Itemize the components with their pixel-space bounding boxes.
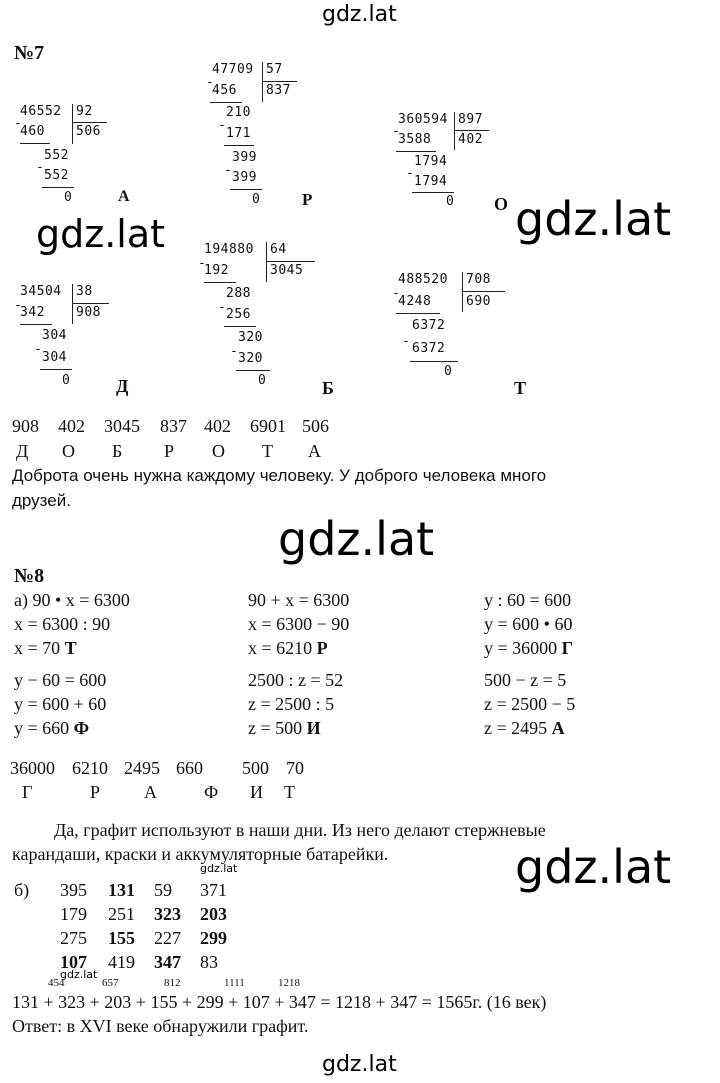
watermark-left-mid: gdz.lat (36, 212, 166, 256)
quotient: 690 (466, 294, 491, 309)
equation-line: y = 660 Ф (14, 718, 90, 738)
partial-sum: 657 (102, 977, 119, 989)
equation-line: x = 6300 : 90 (14, 614, 111, 634)
step: 320 (238, 330, 263, 345)
answer-number: 6901 (250, 416, 286, 436)
answer-letter: Т (284, 782, 295, 802)
task8-paragraph-line2: карандаши, краски и аккумуляторные батарейки. (12, 844, 389, 864)
letter: Б (322, 378, 334, 398)
step: 304 (42, 350, 67, 365)
divisor: 708 (466, 272, 491, 287)
answer-letter: Р (90, 782, 101, 802)
watermark-bottom: gdz.lat (322, 1052, 397, 1077)
step: 399 (232, 150, 257, 165)
answer-number: 837 (160, 416, 187, 436)
watermark-top: gdz.lat (322, 2, 397, 27)
step: 456 (212, 83, 237, 98)
equation-line: z = 2500 : 5 (248, 694, 335, 714)
task7-text-line1: Доброта очень нужна каждому человеку. У доброго человека много (12, 466, 547, 485)
grid-cell: 155 (108, 928, 135, 948)
watermark-right-mid: gdz.lat (515, 192, 672, 246)
step: 256 (226, 307, 251, 322)
equation-line: y : 60 = 600 (484, 590, 572, 610)
step: 1794 (414, 154, 448, 169)
grid-cell: 299 (200, 928, 227, 948)
equation-line: x = 70 Т (14, 638, 77, 658)
equation-line: y − 60 = 600 (14, 670, 107, 690)
step: 6372 (412, 341, 446, 356)
dividend: 46552 (20, 104, 62, 119)
answer-number: 2495 (124, 758, 160, 778)
grid-cell: 203 (200, 904, 227, 924)
answer-letter: О (62, 441, 75, 461)
step: 0 (62, 373, 71, 388)
equation-line: 500 − z = 5 (484, 670, 567, 690)
watermark-small-2: gdz.lat (60, 968, 98, 981)
step: 0 (258, 373, 267, 388)
step: 171 (226, 126, 251, 141)
sum-line: 131 + 323 + 203 + 155 + 299 + 107 + 347 = 1218 + 347 = 1565г. (16 век) (12, 992, 547, 1012)
task8-title: №8 (14, 565, 45, 587)
equation-line: z = 500 И (248, 718, 321, 738)
partial-sum: 454 (48, 977, 65, 989)
step: 0 (64, 190, 73, 205)
grid-cell: 323 (154, 904, 181, 924)
equation-line: y = 600 • 60 (484, 614, 573, 634)
step: 4248 (398, 294, 432, 309)
divisor: 92 (76, 104, 93, 119)
final-answer: Ответ: в XVI веке обнаружили графит. (12, 1016, 309, 1036)
grid-cell: 227 (154, 928, 181, 948)
answer-number: 402 (58, 416, 85, 436)
task8-paragraph-line1: Да, графит используют в наши дни. Из него делают стержневые (54, 820, 546, 840)
answer-letter: И (250, 782, 263, 802)
answer-number: 506 (302, 416, 329, 436)
answer-letter: А (144, 782, 157, 802)
divisor: 64 (270, 242, 287, 257)
divisor: 38 (76, 284, 93, 299)
grid-cell: 251 (108, 904, 135, 924)
equation-line: z = 2495 А (484, 718, 565, 738)
step: 210 (226, 105, 251, 120)
answer-number: 3045 (104, 416, 140, 436)
step: 0 (444, 364, 453, 379)
grid-cell: 371 (200, 880, 227, 900)
dividend: 47709 (212, 62, 254, 77)
answer-number: 402 (204, 416, 231, 436)
partial-sum: 1218 (278, 977, 300, 989)
step: 1794 (414, 174, 448, 189)
step: 552 (44, 168, 69, 183)
divisor: 897 (458, 112, 483, 127)
grid-cell: 395 (60, 880, 87, 900)
step: 552 (44, 148, 69, 163)
answer-letter: Т (262, 441, 273, 461)
step: 6372 (412, 318, 446, 333)
grid-cell: 275 (60, 928, 87, 948)
divisor: 57 (266, 62, 283, 77)
step: 0 (446, 194, 455, 209)
quotient: 908 (76, 305, 101, 320)
grid-cell: 131 (108, 880, 135, 900)
equation-line: x = 6300 − 90 (248, 614, 350, 634)
answer-number: 500 (242, 758, 269, 778)
watermark-right-lower: gdz.lat (515, 840, 672, 894)
grid-cell: 179 (60, 904, 87, 924)
equation-line: 90 + x = 6300 (248, 590, 350, 610)
watermark-small-1: gdz.lat (200, 862, 238, 875)
answer-number: 70 (286, 758, 304, 778)
answer-letter: Ф (204, 782, 219, 802)
equation-line: y = 600 + 60 (14, 694, 107, 714)
letter: О (494, 194, 509, 214)
grid-cell: 419 (108, 952, 135, 972)
answer-number: 6210 (72, 758, 108, 778)
step: 192 (204, 263, 229, 278)
letter: Д (116, 376, 129, 396)
task7-text-line2: друзей. (12, 491, 71, 510)
answer-number: 908 (12, 416, 39, 436)
letter: Т (514, 378, 527, 398)
answer-letter: Д (16, 441, 29, 461)
step: 342 (20, 305, 45, 320)
part-b-label: б) (14, 880, 30, 900)
quotient: 402 (458, 132, 483, 147)
quotient: 837 (266, 83, 291, 98)
dividend: 34504 (20, 284, 62, 299)
partial-sum: 1111 (224, 977, 245, 989)
dividend: 194880 (204, 242, 254, 257)
task7-title: №7 (14, 42, 45, 64)
answer-number: 36000 (10, 758, 55, 778)
step: 3588 (398, 132, 432, 147)
grid-cell: 107 (60, 952, 87, 972)
equation-line: y = 36000 Г (484, 638, 574, 658)
answer-letter: О (212, 441, 225, 461)
letter: Р (302, 190, 313, 209)
step: 320 (238, 351, 263, 366)
step: 304 (42, 328, 67, 343)
partial-sum: 812 (164, 977, 181, 989)
step: 0 (252, 192, 261, 207)
step: 288 (226, 286, 251, 301)
grid-cell: 59 (154, 880, 172, 900)
equation-line: 2500 : z = 52 (248, 670, 344, 690)
step: 460 (20, 124, 45, 139)
dividend: 360594 (398, 112, 448, 127)
quotient: 506 (76, 124, 101, 139)
dividend: 488520 (398, 272, 448, 287)
grid-cell: 83 (200, 952, 218, 972)
letter: А (118, 188, 130, 205)
answer-letter: Р (164, 441, 175, 461)
answer-letter: А (308, 441, 321, 461)
answer-letter: Г (22, 782, 33, 802)
watermark-center: gdz.lat (278, 512, 435, 566)
quotient: 3045 (270, 263, 304, 278)
answer-number: 660 (176, 758, 203, 778)
answer-letter: Б (112, 441, 123, 461)
equation-line: z = 2500 − 5 (484, 694, 576, 714)
equation-line: x = 6210 Р (248, 638, 328, 658)
grid-cell: 347 (154, 952, 181, 972)
step: 399 (232, 170, 257, 185)
equation-line: а) 90 • x = 6300 (14, 590, 130, 610)
